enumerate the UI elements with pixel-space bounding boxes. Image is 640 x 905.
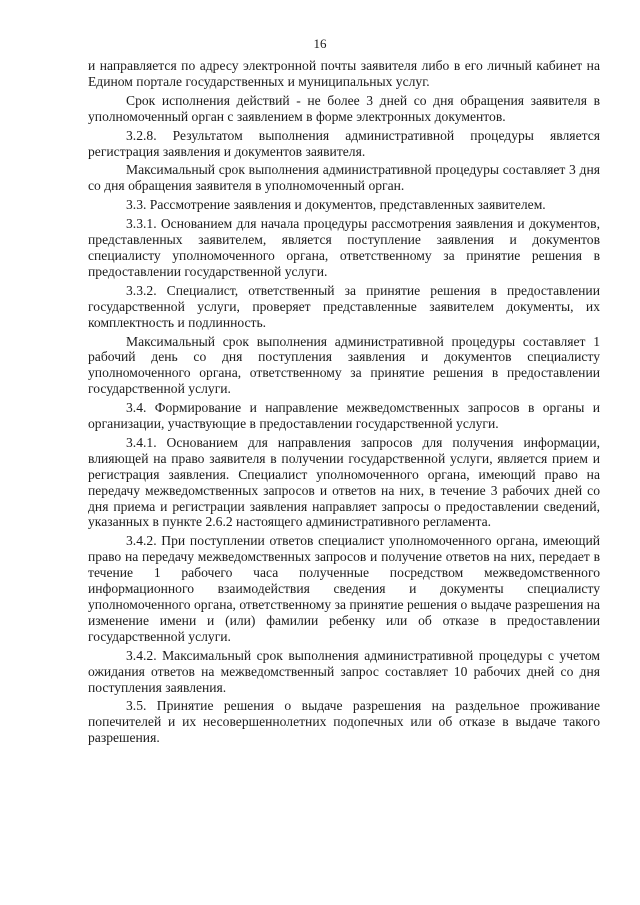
paragraph-3-4-2-b: 3.4.2. Максимальный срок выполнения административной процедуры с учетом ожидания ответов на межведомственный запрос составляет 10 рабочих дней со дня поступления заявления. xyxy=(88,647,600,695)
paragraph-3-4-1: 3.4.1. Основанием для направления запросов для получения информации, влияющей на право заявителя в получении государственной услуги, является прием и регистрация заявления. Специалист уполномоченного органа, имеющий право на передачу межведомственных запросов и ответов на них, в течение 3 рабочих дней со дня приема и регистрации заявления направляет запросы о предоставлении сведений, указанных в пункте 2.6.2 настоящего административного регламента. xyxy=(88,434,600,530)
paragraph-3-2-8: 3.2.8. Результатом выполнения административной процедуры является регистрация заявления и документов заявителя. xyxy=(88,127,600,159)
document-body xyxy=(88,58,600,749)
paragraph-3-3-1: 3.3.1. Основанием для начала процедуры рассмотрения заявления и документов, представленных заявителем, является поступление заявления и документов специалисту уполномоченного органа, ответственному за принятие решения в предоставлении государственной услуги. xyxy=(88,216,600,279)
paragraph-3-3: 3.3. Рассмотрение заявления и документов, представленных заявителем. xyxy=(126,197,546,213)
paragraph-max-term-2: Максимальный срок выполнения административной процедуры составляет 1 рабочий день со дня поступления заявления и документов специалисту уполномоченного органа, ответственному за принятие решения в предоставлении государственной услуги. xyxy=(88,333,600,397)
paragraph-3-4: 3.4. Формирование и направление межведомственных запросов в органы и организации, участвующие в предоставлении государственной услуги. xyxy=(88,400,600,432)
paragraph-max-term-1: Максимальный срок выполнения административной процедуры составляет 3 дня со дня обращения заявителя в уполномоченный орган. xyxy=(88,162,600,194)
paragraph-3-3-2: 3.3.2. Специалист, ответственный за принятие решения в предоставлении государственной услуги, проверяет представленные заявителем документы, их комплектность и подлинность. xyxy=(88,282,600,330)
page-number: 16 xyxy=(313,36,327,51)
paragraph-3-4-2-a: 3.4.2. При поступлении ответов специалист уполномоченного органа, имеющий право на передачу межведомственных запросов и получение ответов на них, передает в течение 1 рабочего часа полученные посредством межведомственного информационного взаимодействия сведения и документы специалисту уполномоченного органа, ответственному за принятие решения о выдаче разрешения на изменение имени и (или) фамилии ребенку или об отказе в предоставлении государственной услуги. xyxy=(88,533,600,644)
paragraph-deadline: Срок исполнения действий - не более 3 дней со дня обращения заявителя в уполномоченный орган с заявлением в форме электронных документов. xyxy=(88,92,600,124)
paragraph-continuation: и направляется по адресу электронной почты заявителя либо в его личный кабинет на Едином портале государственных и муниципальных услуг. xyxy=(88,58,600,89)
paragraph-3-5: 3.5. Принятие решения о выдаче разрешения на раздельное проживание попечителей и их несовершеннолетних подопечных или об отказе в выдаче такого разрешения. xyxy=(88,698,600,746)
